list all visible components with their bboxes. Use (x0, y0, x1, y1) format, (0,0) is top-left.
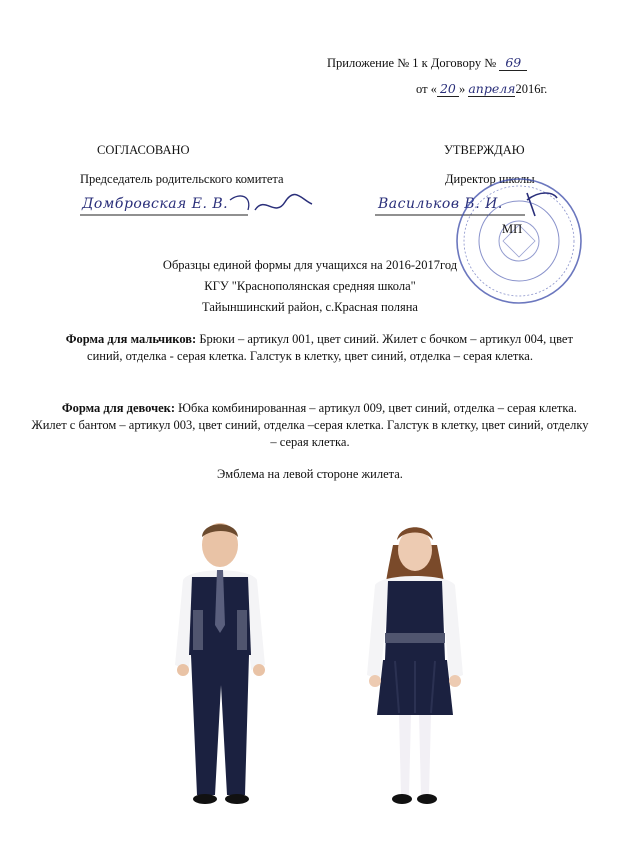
agreed-title: СОГЛАСОВАНО (97, 143, 190, 157)
contract-number: 69 (499, 55, 527, 71)
school-name: КГУ "Краснополянская средняя школа" (204, 279, 416, 293)
boy-uniform-photo (165, 515, 275, 810)
date-year: 2016г. (515, 82, 548, 96)
appendix-prefix: Приложение № 1 к Договору № (327, 56, 497, 70)
committee-signature-line (80, 190, 320, 220)
girls-text: Юбка комбинированная – артикул 009, цвет синий, отделка – серая клетка. Жилет с бантом – артикул 003, цвет синий, отделка –серая клетка. Галстук в клетку, цвет синий, отделку – серая клетка. (31, 401, 589, 449)
stamp-label: МП (502, 222, 523, 236)
girls-label: Форма для девочек: (61, 401, 176, 415)
boys-label: Форма для мальчиков: (65, 332, 197, 346)
boys-text: Брюки – артикул 001, цвет синий. Жилет с бочком – артикул 004, цвет синий, отделка - серая клетка. Галстук в клетку, цвет синий, отделка – серая клетка. (87, 332, 573, 363)
date-line: от « 20 » апреля2016г. (416, 81, 548, 96)
girls-uniform-description (30, 400, 590, 451)
school-location: Тайыншинский район, с.Красная поляна (202, 300, 418, 314)
emblem-note: Эмблема на левой стороне жилета. (217, 467, 403, 481)
doc-title: Образцы единой формы для учащихся на 2016-2017год (162, 258, 458, 272)
girl-uniform-photo (355, 515, 475, 810)
date-month: апреля (468, 81, 516, 96)
director-signature-name: Васильков В. И. (378, 196, 503, 212)
appendix-line (327, 55, 527, 71)
committee-signature-name: Домбровская Е. В. (82, 196, 229, 212)
date-prefix: от « (416, 82, 437, 96)
committee-chair-role: Председатель родительского комитета (80, 172, 284, 186)
director-role: Директор школы (445, 172, 535, 186)
boys-uniform-description (30, 331, 590, 365)
approved-title: УТВЕРЖДАЮ (444, 143, 525, 157)
date-day: 20 (437, 81, 459, 97)
